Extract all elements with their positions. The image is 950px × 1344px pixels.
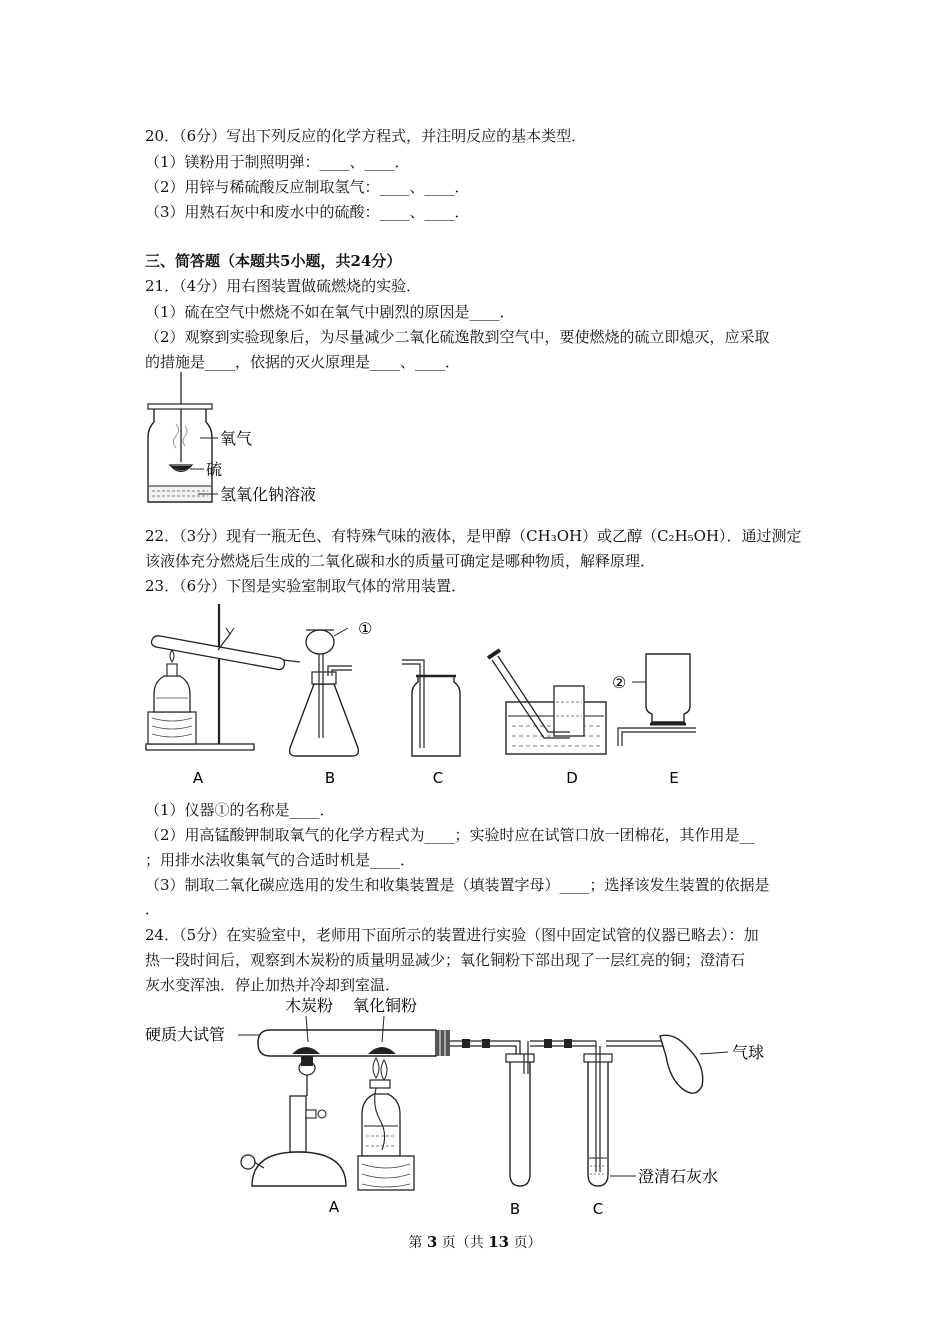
q20-title: 20．（6分）写出下列反应的化学方程式，并注明反应的基本类型．: [145, 127, 587, 145]
label-c: C: [432, 769, 444, 787]
current-page-number: 3: [426, 1233, 438, 1251]
q24-line-1: 24．（5分）在实验室中，老师用下面所示的装置进行实验（图中固定试管的仪器已略去）：加: [145, 926, 759, 944]
q23-line-3: ；用排水法收集氧气的合适时机是____．: [145, 851, 416, 869]
q22-line-2: 该液体充分燃烧后生成的二氧化碳和水的质量可确定是哪种物质，解释原理．: [145, 552, 656, 570]
footer-middle: 页（共: [441, 1235, 484, 1251]
hard-tube-label: 硬质大试管: [145, 1025, 226, 1044]
section-heading: 三、简答题（本题共5小题，共24分）: [145, 252, 402, 270]
oxygen-label: 氧气: [220, 429, 253, 448]
apparatus-c: [402, 660, 460, 787]
q20-line-3: （3）用熟石灰中和废水中的硫酸：____、____．: [145, 203, 470, 221]
q21-title: 21．（4分）用右图装置做硫燃烧的实验．: [145, 277, 422, 295]
gas-burner: [241, 1056, 346, 1216]
apparatus-b: [290, 619, 373, 787]
sulfur-combustion-figure: [140, 372, 360, 512]
page-footer: [0, 1232, 950, 1252]
total-page-number: 13: [488, 1233, 510, 1251]
label-a2: A: [328, 1198, 340, 1216]
footer-suffix: 页）: [513, 1235, 542, 1251]
limewater-label: 澄清石灰水: [638, 1167, 719, 1186]
mark-1: ①: [358, 619, 373, 638]
q21-line-1: （1）硫在空气中燃烧不如在氧气中剧烈的原因是____．: [145, 303, 515, 321]
alcohol-lamp: [358, 1058, 414, 1190]
q22-line-1: 22．（3分）现有一瓶无色、有特殊气味的液体，是甲醇（CH₃OH）或乙醇（C₂H₅OH）．通过测定: [145, 527, 802, 545]
q20-line-1: （1）镁粉用于制照明弹：____、____．: [145, 153, 410, 171]
q23-line-2: （2）用高锰酸钾制取氧气的化学方程式为____；实验时应在试管口放一团棉花，其作用是__: [145, 826, 755, 844]
apparatus-d: [488, 650, 606, 787]
balloon-label: 气球: [732, 1043, 765, 1062]
label-b: B: [324, 769, 336, 787]
footer-prefix: 第: [408, 1235, 423, 1251]
apparatus-e: [612, 654, 696, 787]
q24-line-3: 灰水变浑浊．停止加热并冷却到室温．: [145, 976, 401, 994]
cuo-label: 氧化铜粉: [353, 996, 418, 1015]
label-d: D: [566, 769, 578, 787]
q21-line-2: （2）观察到实验现象后，为尽量减少二氧化硫逸散到空气中，要使燃烧的硫立即熄灭，应采取: [145, 328, 770, 346]
label-b2: B: [509, 1200, 521, 1218]
q23-line-4: （3）制取二氧化碳应选用的发生和收集装置是（填装置字母）____；选择该发生装置的依据是: [145, 876, 770, 894]
q23-title: 23．（6分）下图是实验室制取气体的常用装置．: [145, 577, 467, 595]
label-c2: C: [592, 1200, 604, 1218]
mark-2: ②: [612, 673, 627, 692]
apparatus-a: [146, 604, 300, 787]
q24-line-2: 热一段时间后，观察到木炭粉的质量明显减少；氧化铜粉下部出现了一层红亮的铜；澄清石: [145, 951, 746, 969]
q23-line-1: （1）仪器①的名称是____．: [145, 801, 335, 819]
q23-line-5: ．: [145, 900, 161, 918]
label-e: E: [669, 769, 679, 787]
naoh-solution-label: 氢氧化钠溶液: [220, 485, 317, 504]
sulfur-label: 硫: [206, 460, 223, 479]
reduction-apparatus-figure: [140, 996, 800, 1221]
q20-line-2: （2）用锌与稀硫酸反应制取氢气：____、____．: [145, 178, 470, 196]
q21-line-3: 的措施是____，依据的灭火原理是____、____．: [145, 353, 461, 371]
label-a: A: [192, 769, 204, 787]
charcoal-label: 木炭粉: [285, 996, 334, 1015]
gas-apparatus-figure: [140, 598, 720, 793]
